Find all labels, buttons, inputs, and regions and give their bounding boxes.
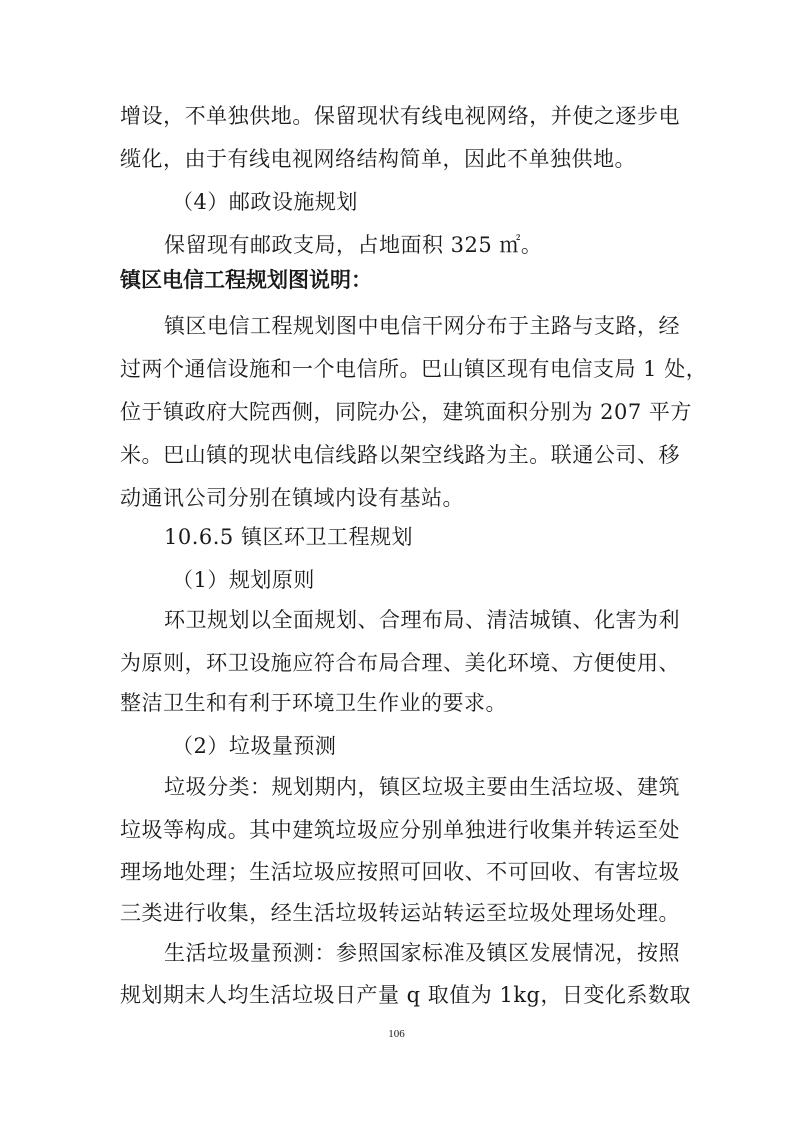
paragraph-line: 过两个通信设施和一个电信所。巴山镇区现有电信支局 1 处， xyxy=(120,357,708,381)
paragraph-line: 垃圾分类：规划期内，镇区垃圾主要由生活垃圾、建筑 xyxy=(164,775,680,799)
paragraph-line: 三类进行收集，经生活垃圾转运站转运至垃圾处理场处理。 xyxy=(120,901,680,925)
page-number: 106 xyxy=(388,1028,405,1040)
section-subheading: （2）垃圾量预测 xyxy=(172,734,337,758)
paragraph-line: 规划期末人均生活垃圾日产量 q 取值为 1kg，日变化系数取 xyxy=(120,983,691,1007)
paragraph-line: 镇区电信工程规划图中电信干网分布于主路与支路，经 xyxy=(164,314,680,338)
section-heading: 10.6.5 镇区环卫工程规划 xyxy=(164,525,413,549)
section-subheading: （4）邮政设施规划 xyxy=(172,190,358,214)
paragraph-line: 环卫规划以全面规划、合理布局、清洁城镇、化害为利 xyxy=(164,608,680,632)
paragraph-line: 动通讯公司分别在镇域内设有基站。 xyxy=(120,486,464,510)
paragraph-line: 保留现有邮政支局，占地面积 325 ㎡。 xyxy=(164,233,543,257)
paragraph-line: 生活垃圾量预测：参照国家标准及镇区发展情况，按照 xyxy=(164,941,680,965)
paragraph-line: 垃圾等构成。其中建筑垃圾应分别单独进行收集并转运至处 xyxy=(120,818,680,842)
paragraph-line: 整洁卫生和有利于环境卫生作业的要求。 xyxy=(120,691,507,715)
paragraph-line: 为原则，环卫设施应符合布局合理、美化环境、方便使用、 xyxy=(120,651,680,675)
paragraph-line: 米。巴山镇的现状电信线路以架空线路为主。联通公司、移 xyxy=(120,443,680,467)
section-heading: 镇区电信工程规划图说明： xyxy=(120,268,372,292)
paragraph-line: 缆化，由于有线电视网络结构简单，因此不单独供地。 xyxy=(120,147,636,171)
paragraph-line: 位于镇政府大院西侧，同院办公，建筑面积分别为 207 平方 xyxy=(120,400,692,424)
paragraph-line: 理场地处理；生活垃圾应按照可回收、不可回收、有害垃圾 xyxy=(120,860,680,884)
section-subheading: （1）规划原则 xyxy=(172,568,315,592)
paragraph-line: 增设，不单独供地。保留现状有线电视网络，并使之逐步电 xyxy=(120,104,680,128)
